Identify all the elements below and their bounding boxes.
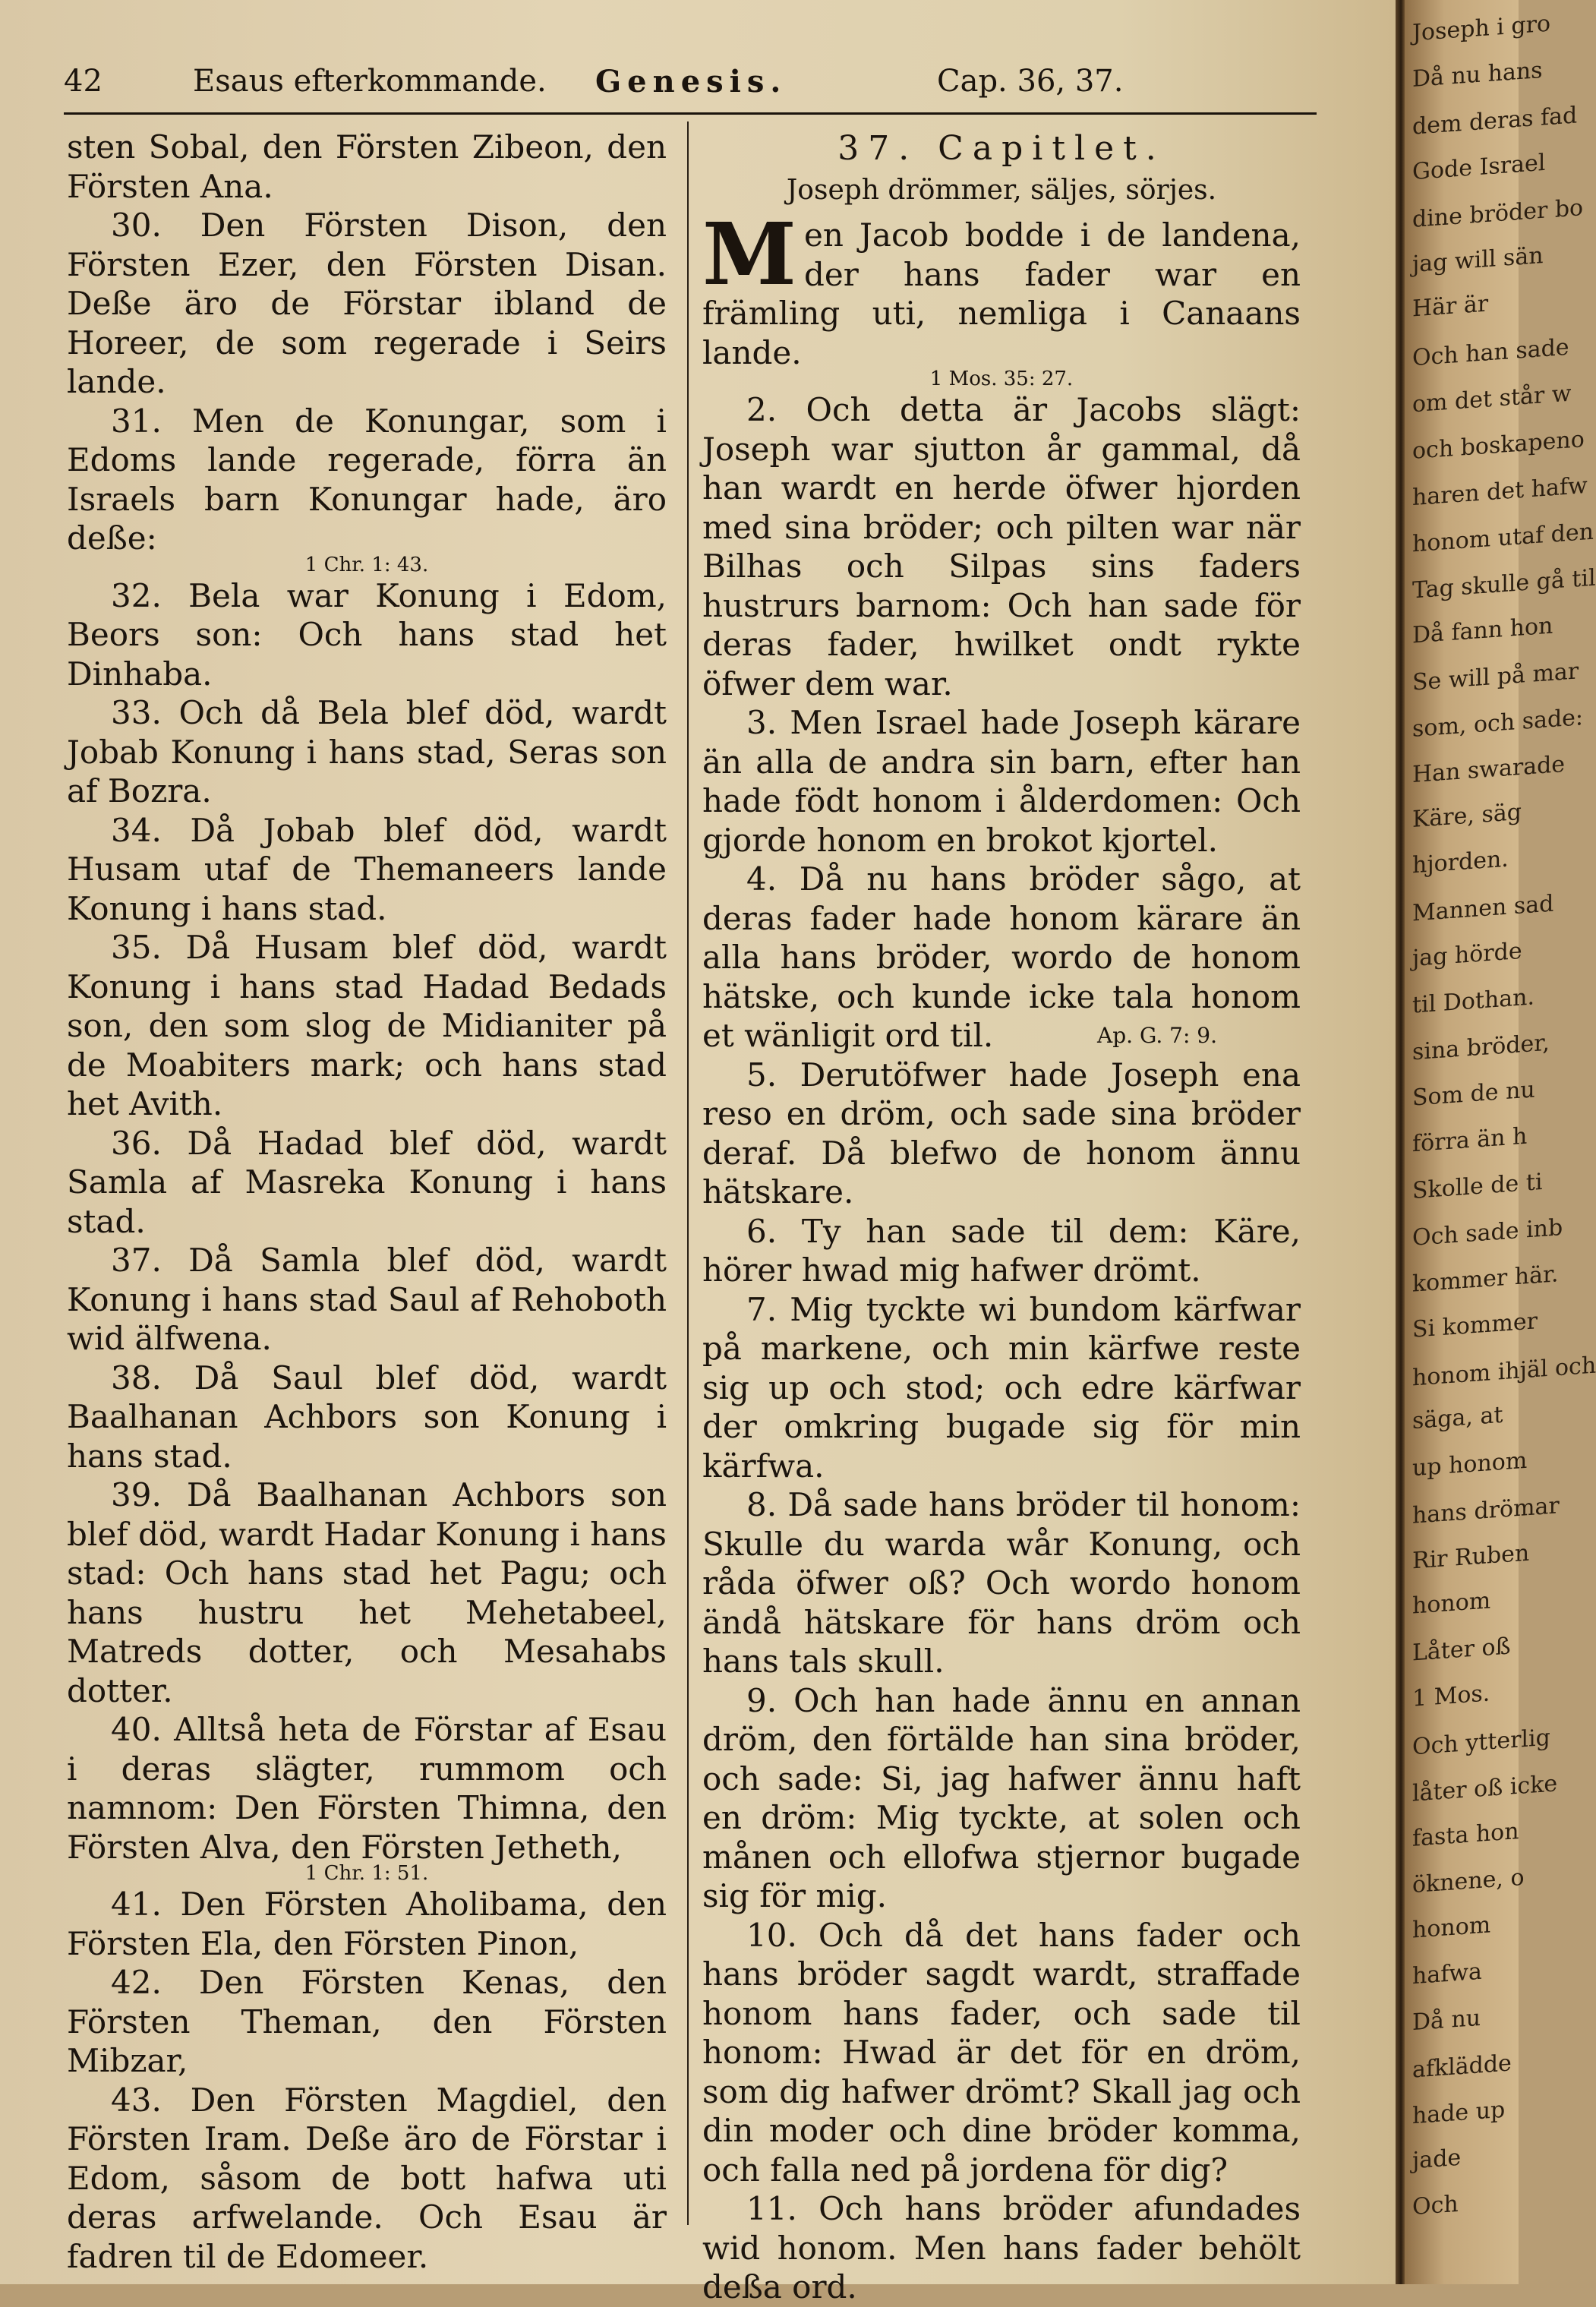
facing-page-text: förra än h — [1412, 1122, 1528, 1158]
facing-page-text: honom — [1412, 1911, 1491, 1944]
facing-page-text: Tag skulle gå til — [1412, 564, 1596, 604]
verse-text: 3. Men Israel hade Joseph kärare än alla de andra sin barn, efter han hade födt honom i ålderdomen: Och gjorde honom en brokot kjortel. — [702, 704, 1301, 859]
facing-page-text: säga, at — [1412, 1401, 1503, 1435]
facing-page-text: Joseph i gro — [1412, 10, 1551, 47]
facing-page-text: fasta hon — [1412, 1818, 1519, 1852]
facing-page-text: haren det hafw — [1412, 472, 1588, 512]
verse: 41. Den Försten Aholibama, den Försten Ela, den Försten Pinon, — [67, 1886, 667, 1962]
running-title: Esaus efterkommande. — [193, 64, 547, 99]
facing-page-text: Mannen sad — [1412, 890, 1554, 927]
verse-text: 7. Mig tyckte wi bundom kärfwar på markene, och min kärfwe reste sig up och stod; och edre kärfwar der omkring bugade sig för min kärfwa. — [702, 1290, 1301, 1485]
verse: 37. Då Samla blef död, wardt Konung i hans stad Saul af Rehoboth wid älfwena. — [67, 1242, 667, 1357]
facing-page-text: om det står w — [1412, 380, 1572, 418]
chapter-heading: 37. Capitlet. — [837, 129, 1165, 168]
verse-text: 11. Och hans bröder afundades wid honom. Men hans fader behölt deßa ord. — [702, 2190, 1301, 2305]
facing-page-text: honom — [1412, 1587, 1491, 1620]
facing-page-text: Käre, säg — [1412, 798, 1522, 834]
facing-page-text: 1 Mos. — [1412, 1680, 1490, 1712]
facing-page-text: hade up — [1412, 2096, 1506, 2130]
verse: 43. Den Försten Magdiel, den Försten Iram. Deße äro de Förstar i Edom, såsom de bott hafwa uti deras arfwelande. Och Esau är fadren til de Edomeer. — [67, 2081, 667, 2275]
facing-page-text: jag hörde — [1412, 937, 1522, 973]
book-title: Genesis. — [595, 64, 787, 99]
verse-text: 5. Derutöfwer hade Joseph ena reso en dröm, och sade sina bröder deraf. Då blefwo de honom ännu hätskare. — [702, 1056, 1301, 1210]
facing-page-text: jag will sän — [1412, 241, 1544, 279]
verse: 35. Då Husam blef död, wardt Konung i hans stad Hadad Bedads son, den som slog de Midianiter på de Moabiters mark; och hans stad het Avith. — [67, 929, 667, 1122]
right-column — [702, 128, 1301, 2307]
facing-page-text: hafwa — [1412, 1958, 1482, 1990]
facing-page-text: sina bröder, — [1412, 1029, 1550, 1066]
chapter-summary: Joseph drömmer, säljes, sörjes. — [786, 175, 1217, 206]
verse: 40. Alltså heta de Förstar af Esau i deras slägter, rummom och namnom: Den Försten Thimna, den Försten Alva, den Försten Jetheth, — [67, 1711, 667, 1866]
facing-page-text: afklädde — [1412, 2050, 1512, 2084]
facing-page-text: kommer här. — [1412, 1261, 1559, 1298]
verse-text: 10. Och då det hans fader och hans bröder sagdt wardt, straffade honom hans fader, och sade til honom: Hwad är det för en dröm, som dig hafwer drömt? Skall jag och din moder och dine bröder komma, och falla ned på jordena för dig? — [702, 1916, 1301, 2189]
verse: 32. Bela war Konung i Edom, Beors son: Och hans stad het Dinhaba. — [67, 576, 667, 693]
verse: sten Sobal, den Försten Zibeon, den Försten Ana. — [67, 128, 667, 205]
facing-page-text: dine bröder bo — [1412, 194, 1584, 233]
facing-page-text: Och — [1412, 2190, 1459, 2221]
facing-page-text: Han swarade — [1412, 750, 1566, 789]
verse — [702, 1681, 1301, 1916]
verse: 42. Den Försten Kenas, den Försten Theman, den Försten Mibzar, — [67, 1964, 667, 2079]
verse — [702, 1485, 1301, 1681]
column-divider — [687, 122, 689, 2225]
facing-page-edge — [1405, 0, 1596, 2284]
facing-page-text: Och ytterlig — [1412, 1724, 1550, 1761]
facing-page-text: til Dothan. — [1412, 983, 1535, 1019]
left-column — [67, 128, 667, 2276]
verse: 33. Och då Bela blef död, wardt Jobab Konung i hans stad, Seras son af Bozra. — [67, 694, 667, 810]
facing-page-text: jade — [1412, 2144, 1462, 2175]
facing-page-text: och boskapeno — [1412, 426, 1585, 465]
cross-reference: Ap. G. 7: 9. — [1097, 1023, 1217, 1048]
verse — [702, 390, 1301, 703]
verse — [702, 1916, 1301, 2190]
first-verse — [702, 205, 1301, 372]
facing-page-text: Då nu — [1412, 2004, 1481, 2037]
facing-page-text: Och han sade — [1412, 333, 1569, 372]
facing-page-text: honom ihjäl och — [1412, 1352, 1596, 1392]
facing-page-text: Rir Ruben — [1412, 1539, 1530, 1575]
verse-text: 9. Och han hade ännu en annan dröm, den förtälde han sina bröder, och sade: Si, jag hafwer ännu haft en dröm: Mig tyckte, at solen och månen och ellofwa stjernor bugade sig för mig. — [702, 1681, 1301, 1914]
cross-reference: 1 Chr. 1: 51. — [304, 1862, 429, 1885]
verse — [702, 2189, 1301, 2307]
verse — [702, 1056, 1301, 1212]
verse: 39. Då Baalhanan Achbors son blef död, wardt Hadar Konung i hans stad: Och hans stad het Pagu; och hans hustru het Mehetabeel, Matreds dotter, och Mesahabs dotter. — [67, 1476, 667, 1709]
facing-page-text: Låter oß — [1412, 1633, 1511, 1667]
drop-cap: M — [702, 205, 796, 305]
first-verse-text: en Jacob bodde i de landena, der hans fader war en främling uti, nemliga i Canaans lande. — [702, 216, 1301, 371]
verse-text: 8. Då sade hans bröder til honom: Skulle du warda wår Konung, och råda öfwer oß? Och wordo honom ändå hätskare för hans dröm och hans tals skull. — [702, 1486, 1301, 1680]
facing-page-text: Då nu hans — [1412, 57, 1543, 93]
book-gutter — [1396, 0, 1405, 2284]
facing-page-text: som, och sade: — [1412, 704, 1584, 743]
facing-page-text: Och sade inb — [1412, 1214, 1563, 1251]
facing-page-text: Si kommer — [1412, 1308, 1538, 1343]
verse-text: 6. Ty han sade til dem: Käre, hörer hwad mig hafwer drömt. — [702, 1212, 1301, 1289]
facing-page-text: Som de nu — [1412, 1076, 1535, 1112]
chapter-range: Cap. 36, 37. — [937, 64, 1124, 99]
page-number: 42 — [64, 64, 103, 99]
running-header — [64, 64, 1317, 109]
verse: 34. Då Jobab blef död, wardt Husam utaf de Themaneers lande Konung i hans stad. — [67, 811, 667, 927]
facing-page-text: Då fann hon — [1412, 612, 1553, 649]
verse-text: 2. Och detta är Jacobs slägt: Joseph war sjutton år gammal, då han wardt en herde öfwer hjorden med sina bröder; och pilten war när Bilhas och Silpas sins faders hustrurs barnom: Och han sade för deras fader, hwilket ondt rykte öfwer dem war. — [702, 391, 1301, 702]
verse: 30. Den Försten Dison, den Försten Ezer, den Försten Disan. Deße äro de Förstar ibland de Horeer, de som regerade i Seirs lande. — [67, 207, 667, 400]
facing-page-text: up honom — [1412, 1447, 1528, 1482]
cross-reference: 1 Chr. 1: 43. — [304, 553, 429, 576]
facing-page-text: hjorden. — [1412, 845, 1509, 879]
verse-list — [702, 390, 1301, 2307]
facing-page-text: låter oß icke — [1412, 1770, 1558, 1807]
header-rule — [64, 112, 1317, 115]
verse: 36. Då Hadad blef död, wardt Samla af Masreka Konung i hans stad. — [67, 1124, 667, 1240]
verse — [702, 860, 1301, 1056]
facing-page-text: öknene, o — [1412, 1864, 1525, 1899]
facing-page-text: Se will på mar — [1412, 658, 1579, 696]
verse-text: 4. Då nu hans bröder sågo, at deras fader hade honom kärare än alla hans bröder, wordo de honom hätske, och kunde icke tala honom et wänligit ord til. — [702, 860, 1301, 1054]
facing-page-text: Skolle de ti — [1412, 1169, 1543, 1204]
verse: 38. Då Saul blef död, wardt Baalhanan Achbors son Konung i hans stad. — [67, 1359, 667, 1475]
cross-reference: 1 Mos. 35: 27. — [929, 368, 1074, 390]
verse — [702, 703, 1301, 860]
verse — [702, 1290, 1301, 1486]
facing-page-text: honom utaf den — [1412, 518, 1594, 558]
facing-page-text: Här är — [1412, 290, 1489, 323]
facing-page-text: hans drömar — [1412, 1492, 1560, 1529]
facing-page-text: dem deras fad — [1412, 102, 1578, 140]
verse: 31. Men de Konungar, som i Edoms lande regerade, förra än Israels barn Konungar hade, äro deße: — [67, 402, 667, 557]
verse — [702, 1212, 1301, 1290]
facing-page-text: Gode Israel — [1412, 149, 1546, 186]
